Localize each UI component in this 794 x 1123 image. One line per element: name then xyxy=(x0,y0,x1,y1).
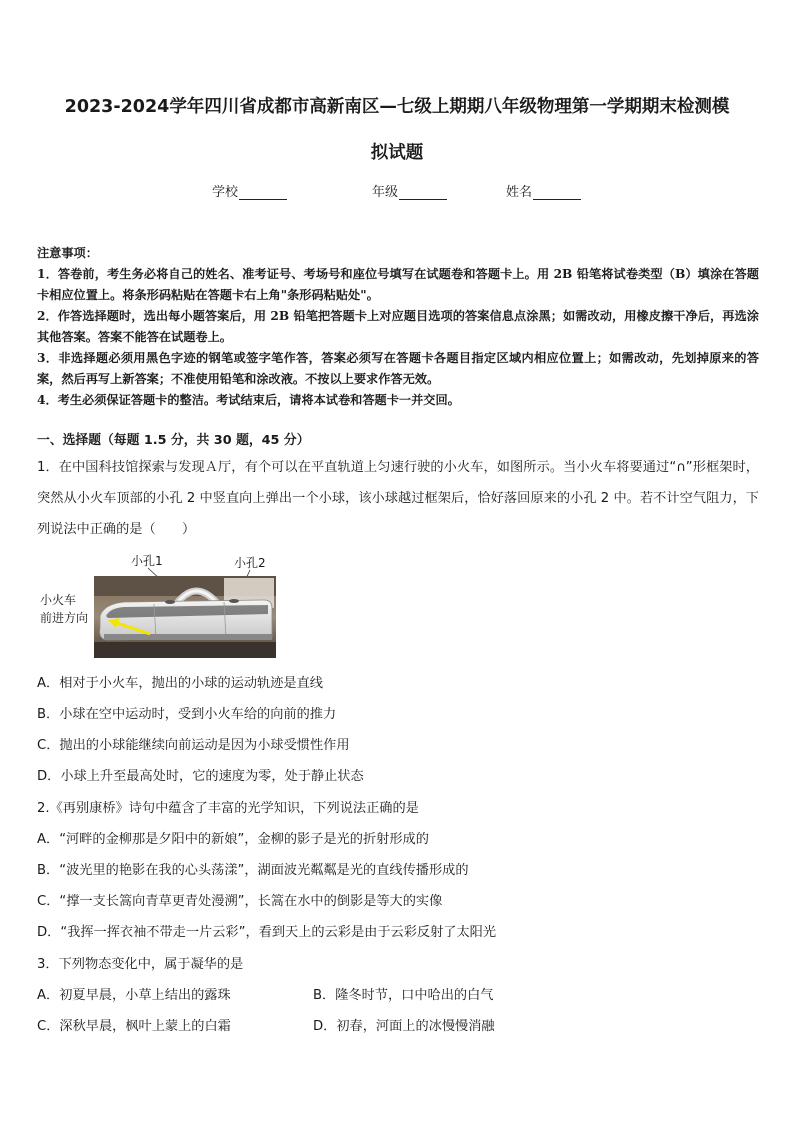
notice-item-3: 3．非选择题必须用黑色字迹的钢笔或签字笔作答，答案必须写在答题卡各题目指定区域内相应位置上；如需改动，先划掉原来的答案，然后再写上新答案；不准使用铅笔和涂改液。不按以上要求作答无效。 xyxy=(37,351,759,386)
name-field xyxy=(506,181,581,200)
q1-option-a: A．相对于小火车，抛出的小球的运动轨迹是直线 xyxy=(37,676,323,691)
question-2-text: 2.《再别康桥》诗句中蕴含了丰富的光学知识，下列说法正确的是 xyxy=(37,801,419,816)
grade-label: 年级 xyxy=(372,185,399,200)
q3-option-a: A．初夏早晨，小草上结出的露珠 xyxy=(37,988,231,1003)
school-field xyxy=(212,181,287,200)
title-line-1: 2023-2024学年四川省成都市高新南区—七级上期期八年级物理第一学期期末检测模 xyxy=(64,97,730,117)
q2-option-c: C．“撑一支长篙向青草更青处漫溯”，长篙在水中的倒影是等大的实像 xyxy=(37,894,443,909)
hole-2-label: 小孔2 xyxy=(234,556,266,570)
q3-option-c: C．深秋早晨，枫叶上蒙上的白霜 xyxy=(37,1019,231,1034)
notice-item-4: 4．考生必须保证答题卡的整洁。考试结束后，请将本试卷和答题卡一并交回。 xyxy=(37,393,460,407)
direction-label-line-1: 小火车 xyxy=(40,593,77,607)
title-line-2: 拟试题 xyxy=(370,143,424,163)
name-blank xyxy=(533,185,581,200)
train-figure xyxy=(36,548,286,663)
notice-item-2: 2．作答选择题时，选出每小题答案后，用 2B 铅笔把答题卡上对应题目选项的答案信息点涂黑；如需改动，用橡皮擦干净后，再选涂其他答案。答案不能答在试题卷上。 xyxy=(37,309,759,344)
exam-title xyxy=(40,84,754,176)
question-1-stem xyxy=(37,452,759,545)
notice-block xyxy=(37,243,759,411)
hole-1-label: 小孔1 xyxy=(131,554,163,568)
q1-option-d: D．小球上升至最高处时，它的速度为零，处于静止状态 xyxy=(37,769,364,784)
q3-option-d: D．初春，河面上的冰慢慢消融 xyxy=(313,1019,495,1034)
notice-heading: 注意事项： xyxy=(37,246,98,260)
train-illustration xyxy=(94,576,276,658)
school-blank xyxy=(239,185,287,200)
student-info-row xyxy=(0,181,794,201)
q2-option-a: A．“河畔的金柳那是夕阳中的新娘”，金柳的影子是光的折射形成的 xyxy=(37,832,429,847)
q2-option-d: D．“我挥一挥衣袖不带走一片云彩”，看到天上的云彩是由于云彩反射了太阳光 xyxy=(37,925,497,940)
q1-option-b: B．小球在空中运动时，受到小火车给的向前的推力 xyxy=(37,707,337,722)
name-label: 姓名 xyxy=(506,185,533,200)
direction-label-line-2: 前进方向 xyxy=(40,611,89,625)
grade-blank xyxy=(399,185,447,200)
grade-field xyxy=(372,181,447,200)
school-label: 学校 xyxy=(212,185,239,200)
question-1-text: 1．在中国科技馆探索与发现Ａ厅，有个可以在平直轨道上匀速行驶的小火车，如图所示。当小火车将要通过“∩”形框架时，突然从小火车顶部的小孔 2 中竖直向上弹出一个小球，该小球越过框架后，恰好落回原来的小孔 2 中。若不计空气阻力，下列说法中正确的是（ ） xyxy=(37,460,759,537)
section-heading: 一、选择题（每题 1.5 分，共 30 题，45 分） xyxy=(37,433,310,448)
question-3-text: 3．下列物态变化中，属于凝华的是 xyxy=(37,957,244,972)
q1-option-c: C．抛出的小球能继续向前运动是因为小球受惯性作用 xyxy=(37,738,350,753)
train-photo xyxy=(94,576,276,658)
q2-option-b: B．“波光里的艳影在我的心头荡漾”，湖面波光粼粼是光的直线传播形成的 xyxy=(37,863,469,878)
q3-option-b: B．隆冬时节，口中哈出的白气 xyxy=(313,988,494,1003)
notice-item-1: 1．答卷前，考生务必将自己的姓名、准考证号、考场号和座位号填写在试题卷和答题卡上。用 2B 铅笔将试卷类型（B）填涂在答题卡相应位置上。将条形码粘贴在答题卡右上角"条形码粘贴处"。 xyxy=(37,267,759,302)
